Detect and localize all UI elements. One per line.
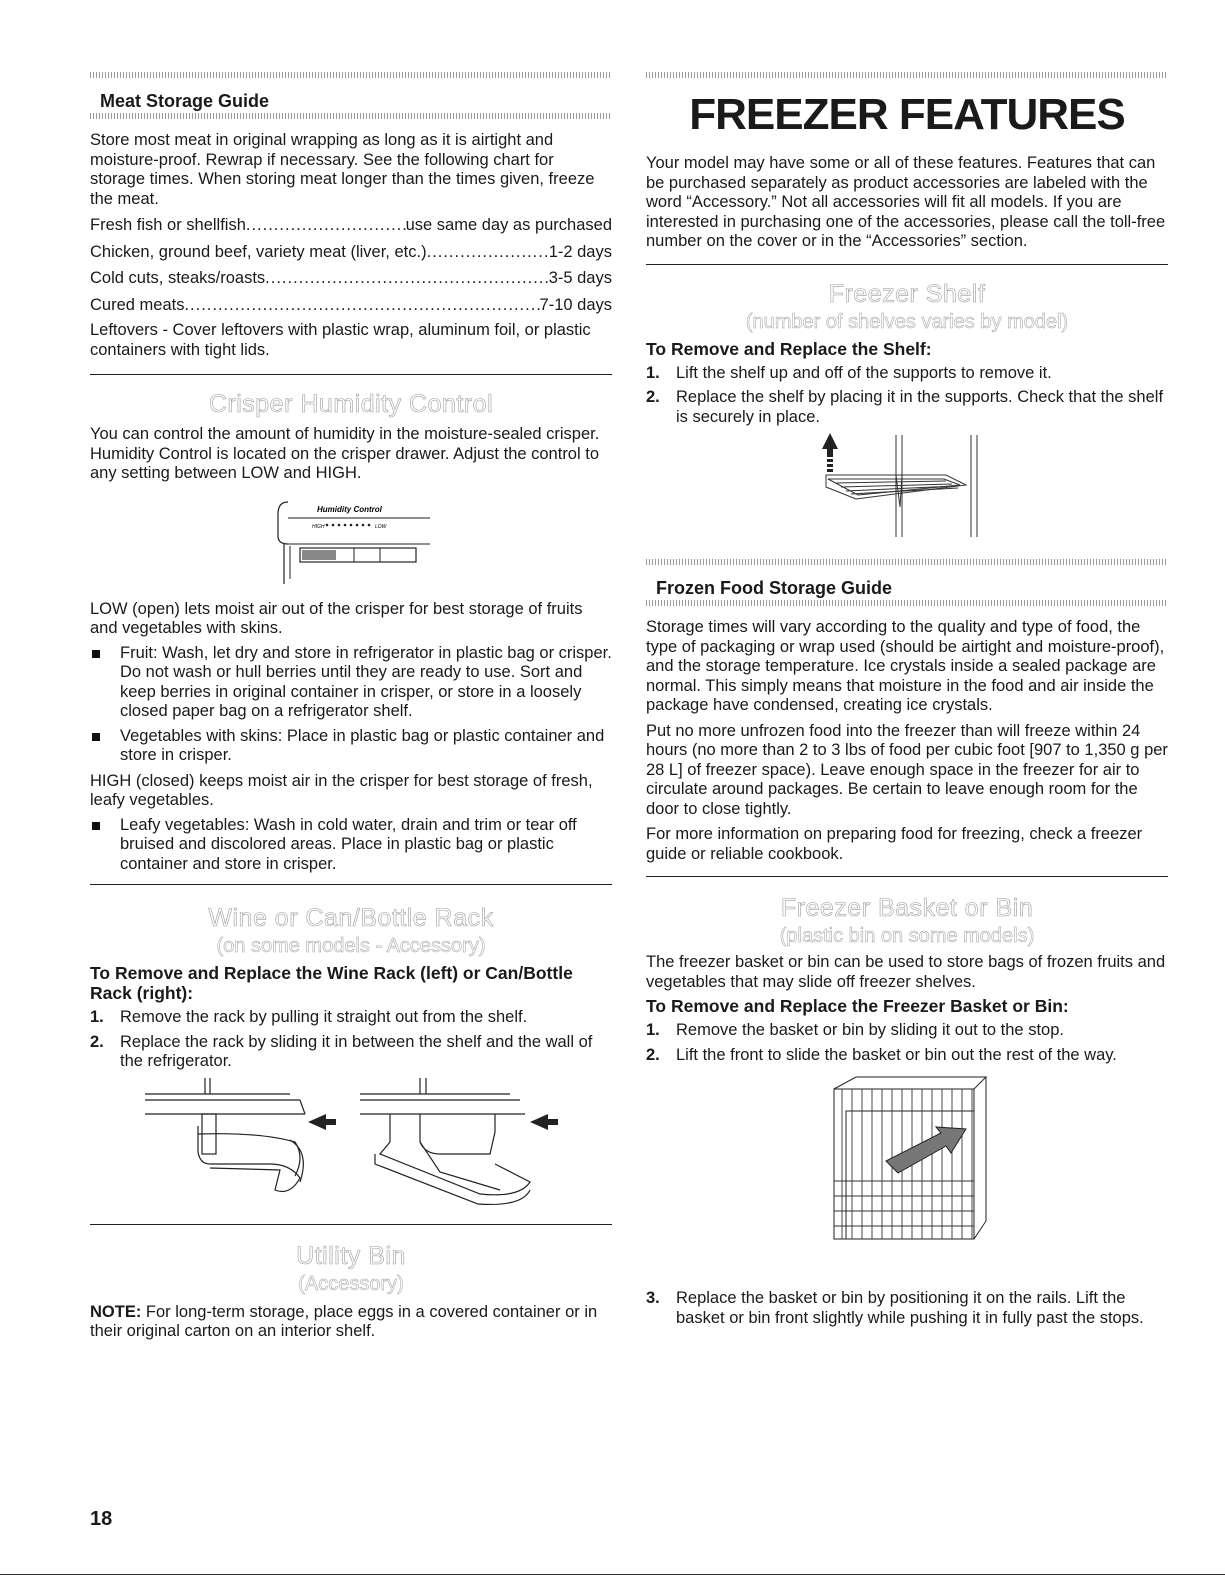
high-bullets — [90, 816, 612, 875]
crisper-title: Crisper Humidity Control — [208, 390, 494, 418]
freezer-shelf-illustration — [646, 427, 1168, 547]
list-item: 2. Lift the front to slide the basket or bin out the rest of the way. — [646, 1045, 1117, 1064]
section-bar — [646, 72, 1168, 78]
humidity-control-figure — [90, 484, 612, 594]
shelf-steps-heading: To Remove and Replace the Shelf: — [646, 338, 932, 359]
frozen-guide-p2: Put no more unfrozen food into the freezer than will freeze within 24 hours (no more than 2 to 3 lbs of food per cubic foot [907 to 1,350 g per 28 L] of freezer space). Leave enough space in the freezer for air to circulate around packages. Be certain to leave enough room for the door to close tightly. — [646, 721, 1168, 818]
wine-rack-figure — [90, 1072, 612, 1212]
list-item: 3. Replace the basket or bin by positioning it on the rails. Lift the basket or bin front slightly while pushing it in fully past the stops. — [646, 1289, 1144, 1327]
freezer-shelf-subtitle: (number of shelves varies by model) — [745, 310, 1069, 333]
leftovers-text: Leftovers - Cover leftovers with plastic wrap, aluminum foil, or plastic containers with tight lids. — [90, 321, 591, 359]
divider — [646, 876, 1168, 877]
shelf-steps — [646, 364, 1168, 428]
list-item: 1. Lift the shelf up and off of the supports to remove it. — [646, 363, 1052, 382]
wine-rack-title: Wine or Can/Bottle Rack — [208, 904, 494, 932]
wine-rack-illustration — [90, 1072, 612, 1212]
freezer-intro: Your model may have some or all of these features. Features that can be purchased separately as product accessories are labeled with the word “Accessory.” Not all accessories will fit all models. If you are interested in purchasing one of the accessories, please call the toll-free number on the cover or in the “Accessories” section. — [646, 154, 1166, 250]
list-item: 1. Remove the rack by pulling it straight out from the shelf. — [90, 1008, 528, 1026]
freezer-basket-figure — [646, 1071, 1168, 1271]
frozen-guide-heading: Frozen Food Storage Guide — [656, 578, 893, 598]
humidity-control-illustration — [90, 484, 612, 594]
list-item: 1. Remove the basket or bin by sliding it out to the stop. — [646, 1021, 1064, 1039]
list-item: 2. Replace the shelf by placing it in the supports. Check that the shelf is securely in place. — [646, 388, 1164, 426]
list-item: Leafy vegetables: Wash in cold water, drain and trim or tear off bruised and discolored areas. Place in plastic bag or plastic container and store in crisper. — [90, 816, 612, 875]
divider — [90, 1224, 612, 1225]
utility-bin-subtitle: (Accessory) — [298, 1272, 404, 1295]
right-column — [646, 0, 1168, 1328]
humidity-low-label: LOW — [375, 523, 387, 530]
guide-row: Fresh fish or shellfish ..... use same day as purchased — [90, 216, 612, 236]
meat-guide-intro: Store most meat in original wrapping as long as it is airtight and moisture-proof. Rewrap if necessary. See the following chart for storage times. When storing meat longer than the times given, freeze the meat. — [90, 131, 595, 208]
freezer-basket-illustration — [646, 1071, 1168, 1271]
list-item: 2. Replace the rack by sliding it in between the shelf and the wall of the refrigerator. — [90, 1032, 593, 1070]
low-text: LOW (open) lets moist air out of the crisper for best storage of fruits and vegetables with skins. — [90, 599, 583, 637]
list-item: Fruit: Wash, let dry and store in refrigerator in plastic bag or crisper. Do not wash or hull berries until they are ready to use. Sort and keep berries in original container in crisper, or store in a loosely closed paper bag on a refrigerator shelf. — [90, 644, 612, 722]
utility-bin-title: Utility Bin — [296, 1241, 406, 1270]
basket-intro: The freezer basket or bin can be used to store bags of frozen fruits and vegetables that may slide off freezer shelves. — [646, 953, 1166, 991]
divider — [90, 374, 612, 375]
freezer-shelf-title: Freezer Shelf — [828, 279, 986, 308]
section-bar — [90, 113, 612, 119]
high-text: HIGH (closed) keeps moist air in the crisper for best storage of fresh, leafy vegetables. — [90, 771, 593, 809]
frozen-guide-p3: For more information on preparing food for freezing, check a freezer guide or reliable cookbook. — [646, 825, 1143, 863]
crisper-intro: You can control the amount of humidity in the moisture-sealed crisper. Humidity Control is located on the crisper drawer. Adjust the control to any setting between LOW and HIGH. — [90, 425, 600, 482]
page-bottom-rule — [0, 1574, 1225, 1575]
meat-guide-table — [90, 216, 612, 315]
list-item: Vegetables with skins: Place in plastic bag or plastic container and store in crisper. — [90, 727, 612, 766]
basket-steps-heading: To Remove and Replace the Freezer Basket or Bin: — [646, 996, 1069, 1016]
guide-row: Cold cuts, steaks/roasts ..... 3-5 days — [90, 269, 612, 289]
left-column — [90, 0, 612, 1342]
freezer-shelf-figure — [646, 427, 1168, 547]
section-bar — [646, 600, 1168, 606]
freezer-basket-title: Freezer Basket or Bin — [780, 894, 1034, 922]
humidity-control-label: Humidity Control — [317, 504, 382, 514]
low-bullets — [90, 644, 612, 766]
basket-steps — [646, 1021, 1168, 1065]
frozen-guide-p1: Storage times will vary according to the quality and type of food, the type of packaging or wrap used (should be airtight and moisture-proof), and the storage temperature. Ice crystals inside a sealed package are normal. This simply means that moisture in the food and air inside the package have condensed, creating ice crystals. — [646, 618, 1165, 714]
guide-row: Chicken, ground beef, variety meat (liver, etc.) ..... 1-2 days — [90, 243, 612, 263]
divider — [90, 884, 612, 885]
meat-guide-heading: Meat Storage Guide — [100, 91, 270, 111]
wine-rack-steps — [90, 1008, 612, 1072]
wine-rack-steps-heading: To Remove and Replace the Wine Rack (left) or Can/Bottle Rack (right): — [90, 963, 573, 1003]
divider — [646, 264, 1168, 265]
page-number: 18 — [90, 1508, 113, 1530]
utility-bin-note: NOTE: For long-term storage, place eggs in a covered container or in their original carton on an interior shelf. — [90, 1302, 598, 1340]
humidity-high-label: HIGH — [312, 523, 325, 530]
wine-rack-subtitle: (on some models - Accessory) — [216, 935, 486, 957]
freezer-basket-subtitle: (plastic bin on some models) — [779, 925, 1035, 947]
basket-step-3 — [646, 1289, 1168, 1328]
freezer-features-title: FREEZER FEATURES — [689, 90, 1125, 139]
guide-row: Cured meats ..... 7-10 days — [90, 296, 612, 316]
